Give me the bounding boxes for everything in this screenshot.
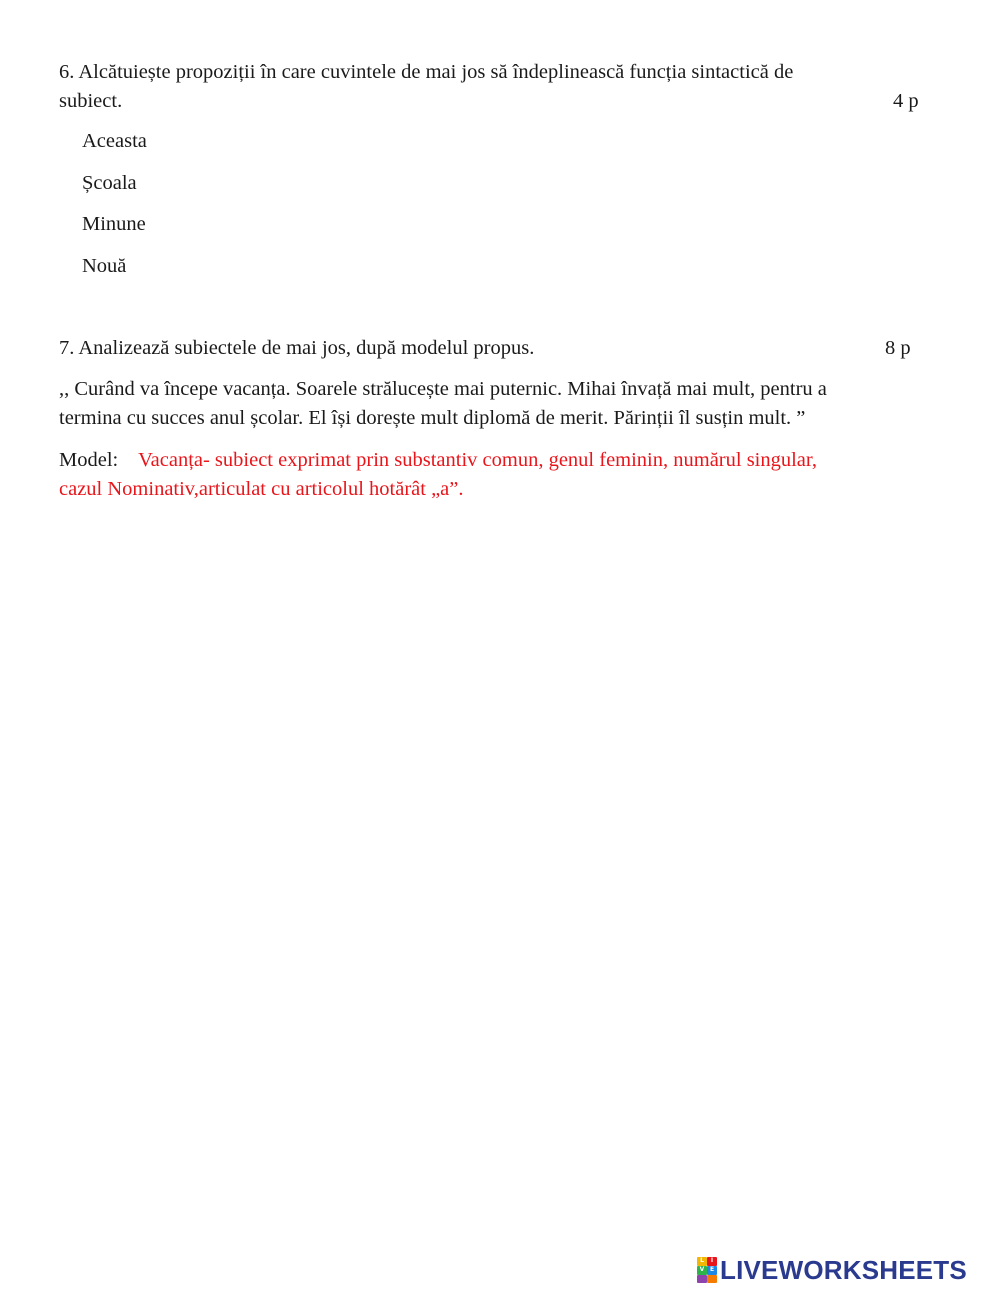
exercise-6-points: 4 p xyxy=(893,90,919,112)
model-text-line-1: Vacanța- subiect exprimat prin substantiv comun, genul feminin, numărul singular, xyxy=(138,449,818,471)
exercise-7-title: 7. Analizează subiectele de mai jos, după modelul propus. xyxy=(59,337,535,359)
liveworksheets-brand-text: LIVEWORKSHEETS xyxy=(720,1255,967,1285)
exercise-7-text-line-1: ,, Curând va începe vacanța. Soarele strălucește mai puternic. Mihai învață mai mult, pentru a xyxy=(59,378,827,400)
model-line-1 xyxy=(59,446,817,475)
exercise-6-word-1: Aceasta xyxy=(82,130,147,152)
exercise-7-points: 8 p xyxy=(885,337,911,359)
exercise-6-prompt-line-2: subiect. xyxy=(59,90,123,112)
exercise-6-word-3: Minune xyxy=(82,213,146,235)
exercise-6-word-2: Școala xyxy=(82,172,137,194)
exercise-7-text-line-2: termina cu succes anul școlar. El își dorește mult diplomă de merit. Părinții îl susțin mult. ” xyxy=(59,407,806,429)
exercise-6-word-4: Nouă xyxy=(82,255,127,277)
liveworksheets-logo xyxy=(697,1255,967,1285)
liveworksheets-logo-mark-icon: L I V E xyxy=(697,1257,717,1283)
exercise-6-prompt-line-1: 6. Alcătuiește propoziții în care cuvintele de mai jos să îndeplinească funcția sintactică de xyxy=(59,61,794,83)
model-label: Model: xyxy=(59,449,119,471)
model-text-line-2: cazul Nominativ,articulat cu articolul hotărât „a”. xyxy=(59,478,464,500)
